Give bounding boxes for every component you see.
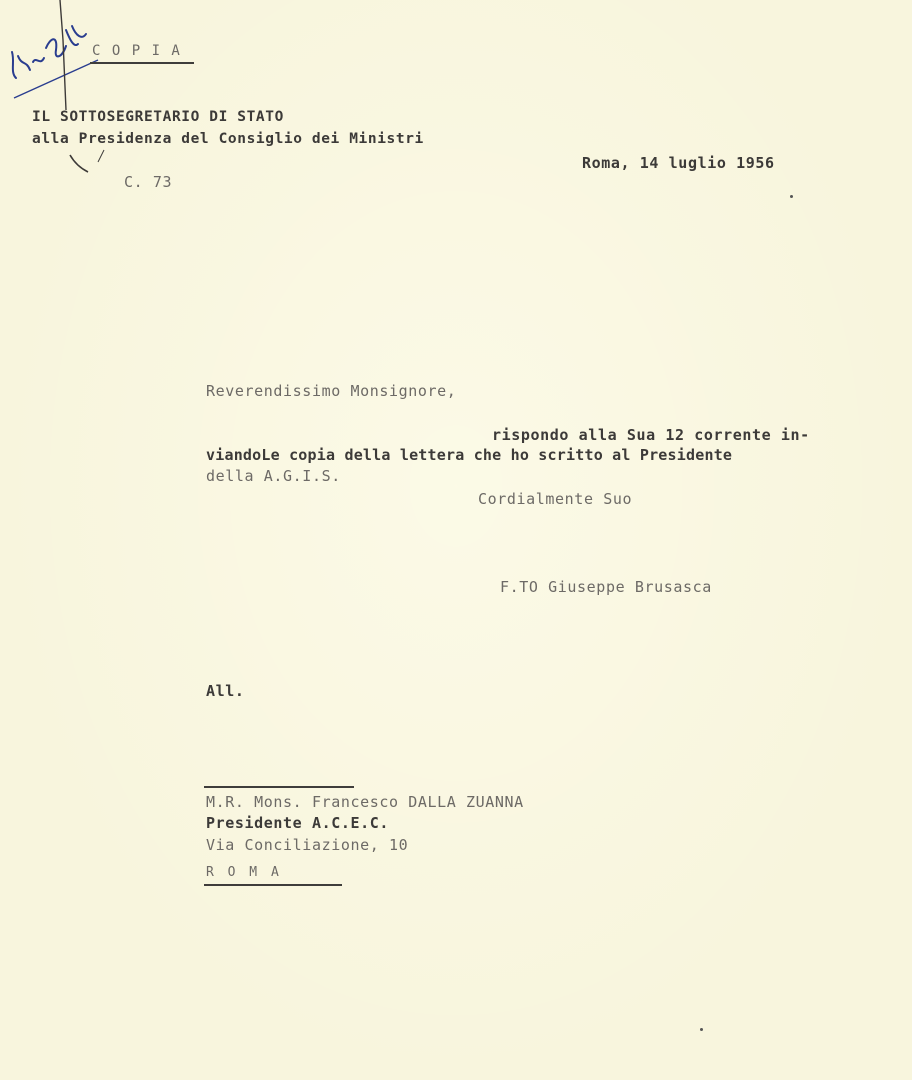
signature: F.TO Giuseppe Brusasca: [500, 578, 712, 596]
office-subtitle: alla Presidenza del Consiglio dei Ministri: [32, 131, 424, 147]
paragraph-line-1: rispondo alla Sua 12 corrente in-: [492, 426, 810, 444]
reference-number: C. 73: [124, 173, 173, 191]
ink-speck: [700, 1028, 703, 1031]
recipient-name: M.R. Mons. Francesco DALLA ZUANNA: [206, 793, 524, 811]
recipient-city: R O M A: [206, 865, 282, 880]
closing: Cordialmente Suo: [478, 490, 633, 508]
paragraph-line-3: della A.G.I.S.: [206, 467, 341, 485]
city-underline: [204, 884, 342, 886]
salutation: Reverendissimo Monsignore,: [206, 382, 457, 400]
enclosure: All.: [206, 682, 245, 700]
paragraph-line-2: viandoLe copia della lettera che ho scritto al Presidente: [206, 446, 733, 464]
copy-label: C O P I A: [92, 43, 182, 59]
ink-speck: [790, 195, 793, 198]
copy-underline: [90, 62, 194, 64]
place-date: Roma, 14 luglio 1956: [582, 154, 775, 172]
recipient-rule: [204, 786, 354, 788]
handwritten-annotation: [0, 0, 110, 180]
recipient-title: Presidente A.C.E.C.: [206, 814, 389, 832]
office-title: IL SOTTOSEGRETARIO DI STATO: [32, 109, 284, 125]
recipient-address: Via Conciliazione, 10: [206, 836, 409, 854]
